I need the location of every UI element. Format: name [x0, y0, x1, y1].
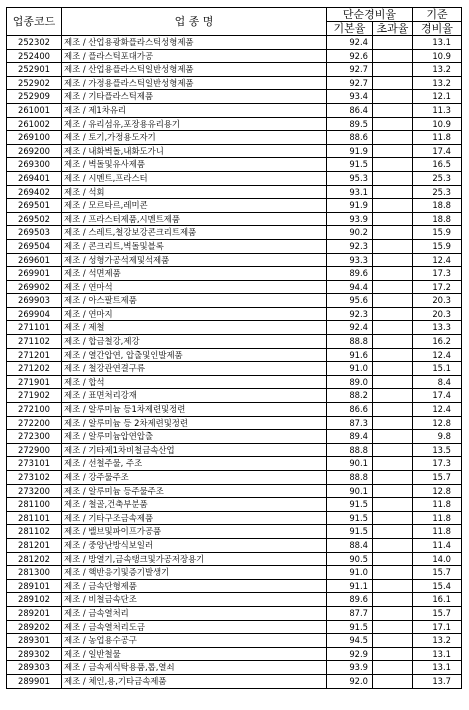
standard-rate-cell: 15.7	[413, 606, 462, 620]
industry-code-cell: 269502	[7, 212, 62, 226]
standard-rate-cell: 14.0	[413, 552, 462, 566]
base-rate-cell: 93.4	[327, 90, 373, 104]
excess-rate-cell	[373, 552, 413, 566]
excess-rate-cell	[373, 158, 413, 172]
base-rate-cell: 92.3	[327, 239, 373, 253]
table-row	[7, 253, 462, 267]
industry-code-cell: 252909	[7, 90, 62, 104]
table-row	[7, 606, 462, 620]
excess-rate-cell	[373, 620, 413, 634]
excess-rate-cell	[373, 131, 413, 145]
table-row	[7, 226, 462, 240]
table-row	[7, 647, 462, 661]
table-row	[7, 321, 462, 335]
standard-rate-cell: 8.4	[413, 375, 462, 389]
industry-code-cell: 269504	[7, 239, 62, 253]
table-row	[7, 307, 462, 321]
table-row	[7, 579, 462, 593]
industry-code-cell: 289302	[7, 647, 62, 661]
industry-code-cell: 271901	[7, 375, 62, 389]
standard-rate-cell: 12.4	[413, 348, 462, 362]
excess-rate-cell	[373, 525, 413, 539]
industry-name-cell: 제조 / 방열기,금속탱크및가공저장용기	[62, 552, 327, 566]
industry-name-cell: 제조 / 성형가공석제및석제품	[62, 253, 327, 267]
standard-rate-cell: 11.8	[413, 511, 462, 525]
standard-rate-cell: 11.8	[413, 525, 462, 539]
industry-name-cell: 제조 / 가정용플라스틱일반성형제품	[62, 76, 327, 90]
standard-rate-cell: 12.8	[413, 484, 462, 498]
industry-name-cell: 제조 / 알루미늄 등 2차제련및정련	[62, 416, 327, 430]
standard-rate-cell: 12.4	[413, 403, 462, 417]
standard-rate-cell: 17.2	[413, 280, 462, 294]
standard-rate-cell: 13.1	[413, 36, 462, 50]
industry-name-cell: 제조 / 강주물주조	[62, 471, 327, 485]
excess-rate-cell	[373, 416, 413, 430]
base-rate-cell: 92.3	[327, 307, 373, 321]
standard-rate-cell: 20.3	[413, 307, 462, 321]
table-row	[7, 634, 462, 648]
table-row	[7, 212, 462, 226]
excess-rate-cell	[373, 144, 413, 158]
table-row	[7, 566, 462, 580]
base-rate-cell: 91.5	[327, 511, 373, 525]
base-rate-cell: 91.0	[327, 566, 373, 580]
industry-name-cell: 제조 / 기타제1차비철금속산업	[62, 443, 327, 457]
table-row	[7, 484, 462, 498]
excess-rate-cell	[373, 171, 413, 185]
excess-rate-cell	[373, 36, 413, 50]
table-row	[7, 593, 462, 607]
industry-code-cell: 252302	[7, 36, 62, 50]
table-header	[7, 8, 462, 36]
standard-rate-cell: 9.8	[413, 430, 462, 444]
industry-name-cell: 제조 / 열간압연, 압출및인발제품	[62, 348, 327, 362]
header-standard-2: 경비율	[413, 22, 462, 36]
industry-code-cell: 281202	[7, 552, 62, 566]
excess-rate-cell	[373, 579, 413, 593]
standard-rate-cell: 16.1	[413, 593, 462, 607]
standard-rate-cell: 13.2	[413, 634, 462, 648]
industry-code-cell: 261001	[7, 103, 62, 117]
standard-rate-cell: 16.5	[413, 158, 462, 172]
standard-rate-cell: 15.7	[413, 566, 462, 580]
industry-name-cell: 제조 / 금속제식탁용품,톱,열쇠	[62, 661, 327, 675]
industry-name-cell: 제조 / 기타플라스틱제품	[62, 90, 327, 104]
excess-rate-cell	[373, 484, 413, 498]
excess-rate-cell	[373, 307, 413, 321]
base-rate-cell: 92.0	[327, 674, 373, 688]
table-row	[7, 538, 462, 552]
standard-rate-cell: 11.8	[413, 498, 462, 512]
excess-rate-cell	[373, 375, 413, 389]
industry-code-cell: 271201	[7, 348, 62, 362]
industry-name-cell: 제조 / 프라스터제품,시멘트제품	[62, 212, 327, 226]
industry-code-cell: 269903	[7, 294, 62, 308]
industry-name-cell: 제조 / 스레트,철강보강콘크리트제품	[62, 226, 327, 240]
table-row	[7, 49, 462, 63]
standard-rate-cell: 17.4	[413, 144, 462, 158]
table-row	[7, 131, 462, 145]
industry-name-cell: 제조 / 체인,용,기타금속제품	[62, 674, 327, 688]
base-rate-cell: 86.4	[327, 103, 373, 117]
industry-code-cell: 269901	[7, 267, 62, 281]
industry-code-cell: 269300	[7, 158, 62, 172]
excess-rate-cell	[373, 457, 413, 471]
standard-rate-cell: 12.8	[413, 416, 462, 430]
table-row	[7, 117, 462, 131]
standard-rate-cell: 12.4	[413, 253, 462, 267]
industry-code-cell: 289301	[7, 634, 62, 648]
industry-name-cell: 제조 / 석면제품	[62, 267, 327, 281]
table-row	[7, 267, 462, 281]
excess-rate-cell	[373, 661, 413, 675]
industry-code-cell: 252901	[7, 63, 62, 77]
base-rate-cell: 91.9	[327, 144, 373, 158]
base-rate-cell: 91.5	[327, 620, 373, 634]
industry-name-cell: 제조 / 산업용광화플라스틱성형제품	[62, 36, 327, 50]
base-rate-cell: 92.4	[327, 321, 373, 335]
base-rate-cell: 88.8	[327, 471, 373, 485]
header-standard-1: 기준	[413, 8, 462, 22]
industry-name-cell: 제조 / 농업용수공구	[62, 634, 327, 648]
base-rate-cell: 89.6	[327, 267, 373, 281]
standard-rate-cell: 13.3	[413, 321, 462, 335]
industry-name-cell: 제조 / 기타구조금속제품	[62, 511, 327, 525]
table-row	[7, 457, 462, 471]
header-industry-name: 업 종 명	[62, 8, 327, 36]
standard-rate-cell: 12.1	[413, 90, 462, 104]
table-row	[7, 103, 462, 117]
excess-rate-cell	[373, 566, 413, 580]
base-rate-cell: 94.4	[327, 280, 373, 294]
excess-rate-cell	[373, 103, 413, 117]
excess-rate-cell	[373, 403, 413, 417]
standard-rate-cell: 15.1	[413, 362, 462, 376]
excess-rate-cell	[373, 443, 413, 457]
standard-rate-cell: 13.1	[413, 661, 462, 675]
table-row	[7, 171, 462, 185]
base-rate-cell: 91.5	[327, 498, 373, 512]
excess-rate-cell	[373, 117, 413, 131]
table-row	[7, 416, 462, 430]
base-rate-cell: 92.6	[327, 49, 373, 63]
industry-name-cell: 제조 / 벽돌및유사제품	[62, 158, 327, 172]
excess-rate-cell	[373, 389, 413, 403]
industry-name-cell: 제조 / 금속열처리도금	[62, 620, 327, 634]
table-row	[7, 552, 462, 566]
industry-code-cell: 269501	[7, 199, 62, 213]
standard-rate-cell: 25.3	[413, 185, 462, 199]
excess-rate-cell	[373, 294, 413, 308]
table-row	[7, 90, 462, 104]
industry-code-cell: 273200	[7, 484, 62, 498]
industry-code-cell: 269402	[7, 185, 62, 199]
base-rate-cell: 90.1	[327, 457, 373, 471]
industry-name-cell: 제조 / 제1차유리	[62, 103, 327, 117]
excess-rate-cell	[373, 634, 413, 648]
standard-rate-cell: 17.3	[413, 457, 462, 471]
industry-code-cell: 269503	[7, 226, 62, 240]
table-row	[7, 471, 462, 485]
table-row	[7, 158, 462, 172]
table-row	[7, 661, 462, 675]
base-rate-cell: 88.2	[327, 389, 373, 403]
excess-rate-cell	[373, 253, 413, 267]
standard-rate-cell: 10.9	[413, 117, 462, 131]
industry-name-cell: 제조 / 아스팔트제품	[62, 294, 327, 308]
table-row	[7, 362, 462, 376]
base-rate-cell: 88.8	[327, 335, 373, 349]
table-row	[7, 76, 462, 90]
base-rate-cell: 87.7	[327, 606, 373, 620]
base-rate-cell: 91.0	[327, 362, 373, 376]
standard-rate-cell: 15.9	[413, 226, 462, 240]
table-row	[7, 335, 462, 349]
standard-rate-cell: 15.7	[413, 471, 462, 485]
table-row	[7, 36, 462, 50]
standard-rate-cell: 15.9	[413, 239, 462, 253]
industry-name-cell: 제조 / 금속열처리	[62, 606, 327, 620]
standard-rate-cell: 11.4	[413, 538, 462, 552]
industry-code-cell: 281100	[7, 498, 62, 512]
base-rate-cell: 87.3	[327, 416, 373, 430]
standard-rate-cell: 13.1	[413, 647, 462, 661]
table-row	[7, 375, 462, 389]
industry-name-cell: 제조 / 시멘트,프라스터	[62, 171, 327, 185]
base-rate-cell: 88.6	[327, 131, 373, 145]
industry-name-cell: 제조 / 알루미늄 등1차제련및정련	[62, 403, 327, 417]
standard-rate-cell: 13.7	[413, 674, 462, 688]
excess-rate-cell	[373, 239, 413, 253]
excess-rate-cell	[373, 226, 413, 240]
table-row	[7, 294, 462, 308]
industry-name-cell: 제조 / 핵반응기및증기발생기	[62, 566, 327, 580]
excess-rate-cell	[373, 76, 413, 90]
standard-rate-cell: 17.4	[413, 389, 462, 403]
base-rate-cell: 90.5	[327, 552, 373, 566]
industry-name-cell: 제조 / 콘크리트,벽돌및블록	[62, 239, 327, 253]
base-rate-cell: 95.3	[327, 171, 373, 185]
excess-rate-cell	[373, 321, 413, 335]
industry-name-cell: 제조 / 합금철강,제강	[62, 335, 327, 349]
table-row	[7, 511, 462, 525]
excess-rate-cell	[373, 471, 413, 485]
excess-rate-cell	[373, 538, 413, 552]
table-row	[7, 63, 462, 77]
industry-code-cell: 269904	[7, 307, 62, 321]
expense-rate-table	[6, 7, 462, 689]
industry-name-cell: 제조 / 선철주물, 주조	[62, 457, 327, 471]
base-rate-cell: 90.1	[327, 484, 373, 498]
table-row	[7, 443, 462, 457]
industry-name-cell: 제조 / 중앙난방식보일러	[62, 538, 327, 552]
standard-rate-cell: 17.1	[413, 620, 462, 634]
industry-name-cell: 제조 / 비철금속단조	[62, 593, 327, 607]
excess-rate-cell	[373, 63, 413, 77]
excess-rate-cell	[373, 267, 413, 281]
industry-code-cell: 281201	[7, 538, 62, 552]
industry-name-cell: 제조 / 내화벽돌,내화도가니	[62, 144, 327, 158]
standard-rate-cell: 18.8	[413, 199, 462, 213]
industry-name-cell: 제조 / 유리섬유,포장용유리용기	[62, 117, 327, 131]
base-rate-cell: 93.1	[327, 185, 373, 199]
industry-name-cell: 제조 / 합석	[62, 375, 327, 389]
industry-code-cell: 281300	[7, 566, 62, 580]
base-rate-cell: 88.4	[327, 538, 373, 552]
industry-name-cell: 제조 / 연마지	[62, 307, 327, 321]
industry-name-cell: 제조 / 밸브및파이프가공품	[62, 525, 327, 539]
table-body	[7, 36, 462, 689]
base-rate-cell: 95.6	[327, 294, 373, 308]
base-rate-cell: 92.9	[327, 647, 373, 661]
industry-code-cell: 273102	[7, 471, 62, 485]
industry-name-cell: 제조 / 표면처리강재	[62, 389, 327, 403]
table-row	[7, 403, 462, 417]
table-row	[7, 389, 462, 403]
industry-code-cell: 272200	[7, 416, 62, 430]
industry-name-cell: 제조 / 알루미늄압연압출	[62, 430, 327, 444]
excess-rate-cell	[373, 606, 413, 620]
excess-rate-cell	[373, 49, 413, 63]
standard-rate-cell: 10.9	[413, 49, 462, 63]
base-rate-cell: 93.9	[327, 212, 373, 226]
standard-rate-cell: 13.5	[413, 443, 462, 457]
base-rate-cell: 88.8	[327, 443, 373, 457]
industry-name-cell: 제조 / 토기,가정용도자기	[62, 131, 327, 145]
industry-code-cell: 271202	[7, 362, 62, 376]
base-rate-cell: 89.5	[327, 117, 373, 131]
base-rate-cell: 91.1	[327, 579, 373, 593]
excess-rate-cell	[373, 362, 413, 376]
industry-name-cell: 제조 / 플라스틱포대가공	[62, 49, 327, 63]
industry-code-cell: 281102	[7, 525, 62, 539]
industry-name-cell: 제조 / 모르타르,레미콘	[62, 199, 327, 213]
industry-name-cell: 제조 / 일반철물	[62, 647, 327, 661]
table-row	[7, 620, 462, 634]
table-row	[7, 144, 462, 158]
industry-name-cell: 제조 / 철강관연결구류	[62, 362, 327, 376]
excess-rate-cell	[373, 280, 413, 294]
excess-rate-cell	[373, 348, 413, 362]
base-rate-cell: 91.5	[327, 525, 373, 539]
expense-rate-table-container	[6, 7, 462, 689]
industry-name-cell: 제조 / 산업용플라스틱일반성형제품	[62, 63, 327, 77]
industry-name-cell: 제조 / 연마석	[62, 280, 327, 294]
industry-code-cell: 272100	[7, 403, 62, 417]
excess-rate-cell	[373, 430, 413, 444]
industry-code-cell: 261002	[7, 117, 62, 131]
industry-code-cell: 269200	[7, 144, 62, 158]
industry-name-cell: 제조 / 알루미늄 등주물주조	[62, 484, 327, 498]
base-rate-cell: 89.6	[327, 593, 373, 607]
table-row	[7, 674, 462, 688]
excess-rate-cell	[373, 90, 413, 104]
industry-code-cell: 289303	[7, 661, 62, 675]
industry-code-cell: 269902	[7, 280, 62, 294]
industry-name-cell: 제조 / 석회	[62, 185, 327, 199]
industry-code-cell: 269401	[7, 171, 62, 185]
standard-rate-cell: 11.8	[413, 131, 462, 145]
industry-code-cell: 269100	[7, 131, 62, 145]
industry-name-cell: 제조 / 제철	[62, 321, 327, 335]
header-excess-rate: 초과율	[373, 22, 413, 36]
industry-code-cell: 272900	[7, 443, 62, 457]
table-row	[7, 185, 462, 199]
base-rate-cell: 90.2	[327, 226, 373, 240]
excess-rate-cell	[373, 674, 413, 688]
excess-rate-cell	[373, 511, 413, 525]
base-rate-cell: 91.6	[327, 348, 373, 362]
standard-rate-cell: 16.2	[413, 335, 462, 349]
header-simple-expense-rate: 단순경비율	[327, 8, 413, 22]
industry-code-cell: 272300	[7, 430, 62, 444]
base-rate-cell: 91.5	[327, 158, 373, 172]
base-rate-cell: 93.9	[327, 661, 373, 675]
base-rate-cell: 89.0	[327, 375, 373, 389]
excess-rate-cell	[373, 647, 413, 661]
standard-rate-cell: 11.3	[413, 103, 462, 117]
industry-code-cell: 289101	[7, 579, 62, 593]
table-row	[7, 280, 462, 294]
standard-rate-cell: 13.2	[413, 76, 462, 90]
industry-code-cell: 252400	[7, 49, 62, 63]
excess-rate-cell	[373, 335, 413, 349]
header-base-rate: 기본율	[327, 22, 373, 36]
base-rate-cell: 91.9	[327, 199, 373, 213]
industry-code-cell: 271101	[7, 321, 62, 335]
excess-rate-cell	[373, 593, 413, 607]
base-rate-cell: 93.3	[327, 253, 373, 267]
industry-code-cell: 289202	[7, 620, 62, 634]
standard-rate-cell: 13.2	[413, 63, 462, 77]
industry-code-cell: 252902	[7, 76, 62, 90]
standard-rate-cell: 15.4	[413, 579, 462, 593]
industry-code-cell: 281101	[7, 511, 62, 525]
industry-name-cell: 제조 / 철골,건축부분품	[62, 498, 327, 512]
standard-rate-cell: 25.3	[413, 171, 462, 185]
base-rate-cell: 92.4	[327, 36, 373, 50]
industry-code-cell: 271102	[7, 335, 62, 349]
industry-code-cell: 289201	[7, 606, 62, 620]
excess-rate-cell	[373, 212, 413, 226]
industry-code-cell: 289102	[7, 593, 62, 607]
base-rate-cell: 92.7	[327, 63, 373, 77]
excess-rate-cell	[373, 199, 413, 213]
header-industry-code: 업종코드	[7, 8, 62, 36]
industry-code-cell: 273101	[7, 457, 62, 471]
industry-code-cell: 269601	[7, 253, 62, 267]
base-rate-cell: 92.7	[327, 76, 373, 90]
table-row	[7, 525, 462, 539]
excess-rate-cell	[373, 498, 413, 512]
industry-code-cell: 289901	[7, 674, 62, 688]
table-row	[7, 239, 462, 253]
table-row	[7, 348, 462, 362]
table-row	[7, 199, 462, 213]
base-rate-cell: 94.5	[327, 634, 373, 648]
table-row	[7, 430, 462, 444]
base-rate-cell: 89.4	[327, 430, 373, 444]
base-rate-cell: 86.6	[327, 403, 373, 417]
table-row	[7, 498, 462, 512]
industry-name-cell: 제조 / 금속단형제품	[62, 579, 327, 593]
standard-rate-cell: 17.3	[413, 267, 462, 281]
industry-code-cell: 271902	[7, 389, 62, 403]
standard-rate-cell: 20.3	[413, 294, 462, 308]
excess-rate-cell	[373, 185, 413, 199]
standard-rate-cell: 18.8	[413, 212, 462, 226]
